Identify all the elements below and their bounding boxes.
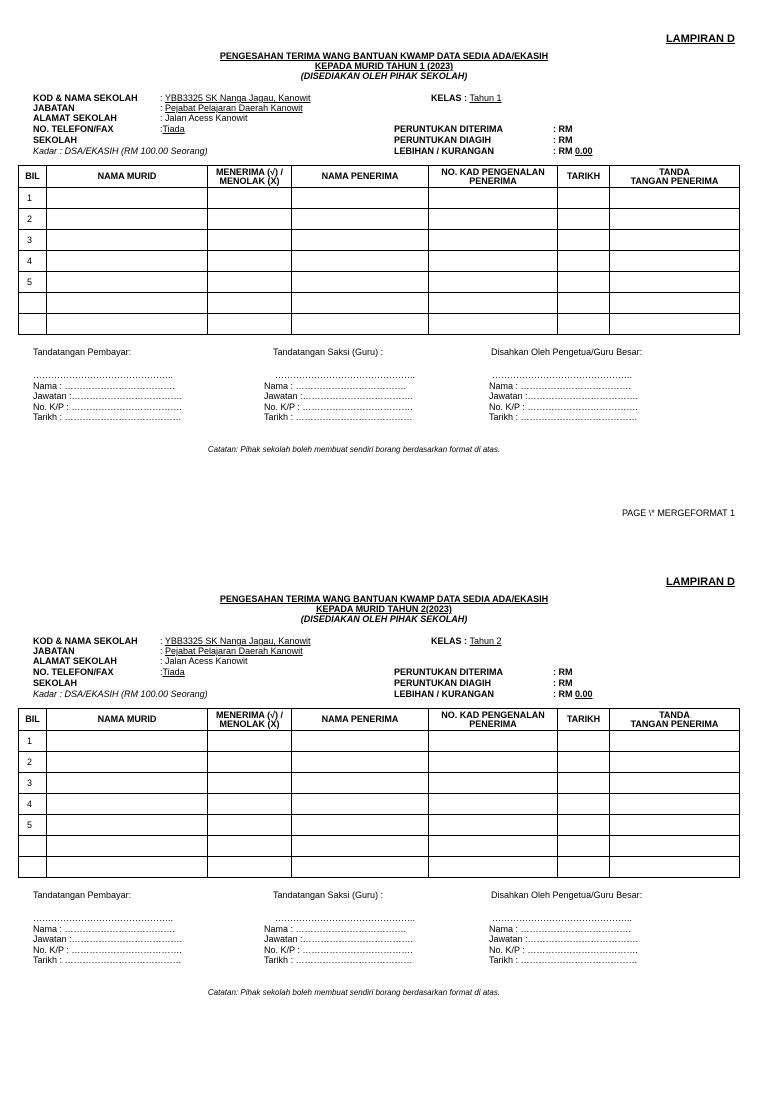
catatan-note: Catatan: Pihak sekolah boleh membuat sendiri borang berdasarkan format di atas. <box>207 988 501 997</box>
alamat-value: : Jalan Acess Kanowit <box>160 113 248 123</box>
table-row <box>19 836 740 857</box>
lebihan-value: : RM 0.00 <box>553 146 593 156</box>
col-nama-penerima: NAMA PENERIMA <box>292 709 429 731</box>
pengetua-title: Disahkan Oleh Pengetua/Guru Besar: <box>491 347 643 357</box>
alamat-label: ALAMAT SEKOLAH <box>33 113 117 123</box>
table-row: 2 <box>19 209 740 230</box>
saksi-block: ……………………………………….. Nama : ………………………………. Jawatan :………………………………. No. K/P : ………………………………. Tarikh : ………………………………… <box>264 913 416 965</box>
form-subtitle: KEPADA MURID TAHUN 2(2023) <box>316 604 452 614</box>
telefon-value: :Tiada <box>160 667 185 677</box>
table-row <box>19 314 740 335</box>
form-tahun-1 <box>0 33 768 576</box>
peruntukan-diagih-label: PERUNTUKAN DIAGIH <box>394 135 492 145</box>
pembayar-block: ……………………………………….. Nama : ………………………………. Jawatan :………………………………. No. K/P : ………………………………. Tarikh : ………………………………… <box>33 370 183 422</box>
saksi-title: Tandatangan Saksi (Guru) : <box>273 347 384 357</box>
table-row: 5 <box>19 272 740 293</box>
peruntukan-diagih-value: : RM <box>553 678 573 688</box>
pembayar-block: ……………………………………….. Nama : ………………………………. Jawatan :………………………………. No. K/P : ………………………………. Tarikh : ………………………………… <box>33 913 183 965</box>
kod-label: KOD & NAMA SEKOLAH <box>33 93 138 103</box>
col-nama-murid: NAMA MURID <box>47 709 208 731</box>
saksi-block: ……………………………………….. Nama : ………………………………. Jawatan :………………………………. No. K/P : ………………………………. Tarikh : ………………………………… <box>264 370 416 422</box>
col-bil: BIL <box>19 709 47 731</box>
table-row: 4 <box>19 251 740 272</box>
lampiran-label: LAMPIRAN D <box>665 33 735 45</box>
telefon-label: NO. TELEFON/FAX <box>33 667 114 677</box>
kod-value: : YBB3325 SK Nanga Jagau, Kanowit <box>160 636 311 646</box>
table-row: 2 <box>19 752 740 773</box>
lebihan-value: : RM 0.00 <box>553 689 593 699</box>
peruntukan-diterima-label: PERUNTUKAN DITERIMA <box>394 124 503 134</box>
peruntukan-diterima-value: : RM <box>553 124 573 134</box>
col-bil: BIL <box>19 166 47 188</box>
table-row: 3 <box>19 773 740 794</box>
kadar-text: Kadar : DSA/EKASIH (RM 100.00 Seorang) <box>33 146 208 156</box>
lebihan-label: LEBIHAN / KURANGAN <box>394 146 494 156</box>
jabatan-label: JABATAN <box>33 103 75 113</box>
form-tahun-2 <box>0 576 768 1119</box>
col-no-kad: NO. KAD PENGENALAN PENERIMA <box>429 166 558 188</box>
kelas-field: KELAS : Tahun 1 <box>431 93 502 103</box>
pengetua-title: Disahkan Oleh Pengetua/Guru Besar: <box>491 890 643 900</box>
kod-value: : YBB3325 SK Nanga Jagau, Kanowit <box>160 93 311 103</box>
lampiran-label: LAMPIRAN D <box>665 576 735 588</box>
penerima-table <box>18 708 740 878</box>
telefon-value: :Tiada <box>160 124 185 134</box>
form-title: PENGESAHAN TERIMA WANG BANTUAN KWAMP DATA SEDIA ADA/EKASIH <box>219 51 549 61</box>
jabatan-label: JABATAN <box>33 646 75 656</box>
table-row: 4 <box>19 794 740 815</box>
table-row: 3 <box>19 230 740 251</box>
penerima-table <box>18 165 740 335</box>
col-tarikh: TARIKH <box>558 709 610 731</box>
sekolah-label: SEKOLAH <box>33 678 78 688</box>
jabatan-value: : Pejabat Pelajaran Daerah Kanowit <box>160 103 303 113</box>
page-footer: PAGE \* MERGEFORMAT 1 <box>621 508 735 518</box>
col-menerima: MENERIMA (√) / MENOLAK (X) <box>208 166 292 188</box>
telefon-label: NO. TELEFON/FAX <box>33 124 114 134</box>
kod-label: KOD & NAMA SEKOLAH <box>33 636 138 646</box>
peruntukan-diagih-value: : RM <box>553 135 573 145</box>
table-row: 1 <box>19 731 740 752</box>
table-row: 1 <box>19 188 740 209</box>
peruntukan-diagih-label: PERUNTUKAN DIAGIH <box>394 678 492 688</box>
col-tanda-tangan: TANDA TANGAN PENERIMA <box>610 709 740 731</box>
pengetua-block: ……………………………………….. Nama : ………………………………. Jawatan :………………………………. No. K/P : ………………………………. Tarikh : ………………………………… <box>489 370 639 422</box>
col-nama-penerima: NAMA PENERIMA <box>292 166 429 188</box>
saksi-title: Tandatangan Saksi (Guru) : <box>273 890 384 900</box>
table-row <box>19 293 740 314</box>
col-tanda-tangan: TANDA TANGAN PENERIMA <box>610 166 740 188</box>
col-menerima: MENERIMA (√) / MENOLAK (X) <box>208 709 292 731</box>
peruntukan-diterima-label: PERUNTUKAN DITERIMA <box>394 667 503 677</box>
sekolah-label: SEKOLAH <box>33 135 78 145</box>
alamat-value: : Jalan Acess Kanowit <box>160 656 248 666</box>
catatan-note: Catatan: Pihak sekolah boleh membuat sendiri borang berdasarkan format di atas. <box>207 445 501 454</box>
table-header-row <box>19 166 740 188</box>
kelas-field: KELAS : Tahun 2 <box>431 636 502 646</box>
peruntukan-diterima-value: : RM <box>553 667 573 677</box>
form-prepared-by: (DISEDIAKAN OLEH PIHAK SEKOLAH) <box>300 71 468 81</box>
table-row <box>19 857 740 878</box>
pembayar-title: Tandatangan Pembayar: <box>33 890 132 900</box>
pengetua-block: ……………………………………….. Nama : ………………………………. Jawatan :………………………………. No. K/P : ………………………………. Tarikh : ………………………………… <box>489 913 639 965</box>
alamat-label: ALAMAT SEKOLAH <box>33 656 117 666</box>
kadar-text: Kadar : DSA/EKASIH (RM 100.00 Seorang) <box>33 689 208 699</box>
form-subtitle: KEPADA MURID TAHUN 1 (2023) <box>314 61 454 71</box>
jabatan-value: : Pejabat Pelajaran Daerah Kanowit <box>160 646 303 656</box>
table-header-row <box>19 709 740 731</box>
form-title: PENGESAHAN TERIMA WANG BANTUAN KWAMP DATA SEDIA ADA/EKASIH <box>219 594 549 604</box>
col-no-kad: NO. KAD PENGENALAN PENERIMA <box>429 709 558 731</box>
table-row: 5 <box>19 815 740 836</box>
lebihan-label: LEBIHAN / KURANGAN <box>394 689 494 699</box>
col-tarikh: TARIKH <box>558 166 610 188</box>
col-nama-murid: NAMA MURID <box>47 166 208 188</box>
pembayar-title: Tandatangan Pembayar: <box>33 347 132 357</box>
form-prepared-by: (DISEDIAKAN OLEH PIHAK SEKOLAH) <box>300 614 468 624</box>
